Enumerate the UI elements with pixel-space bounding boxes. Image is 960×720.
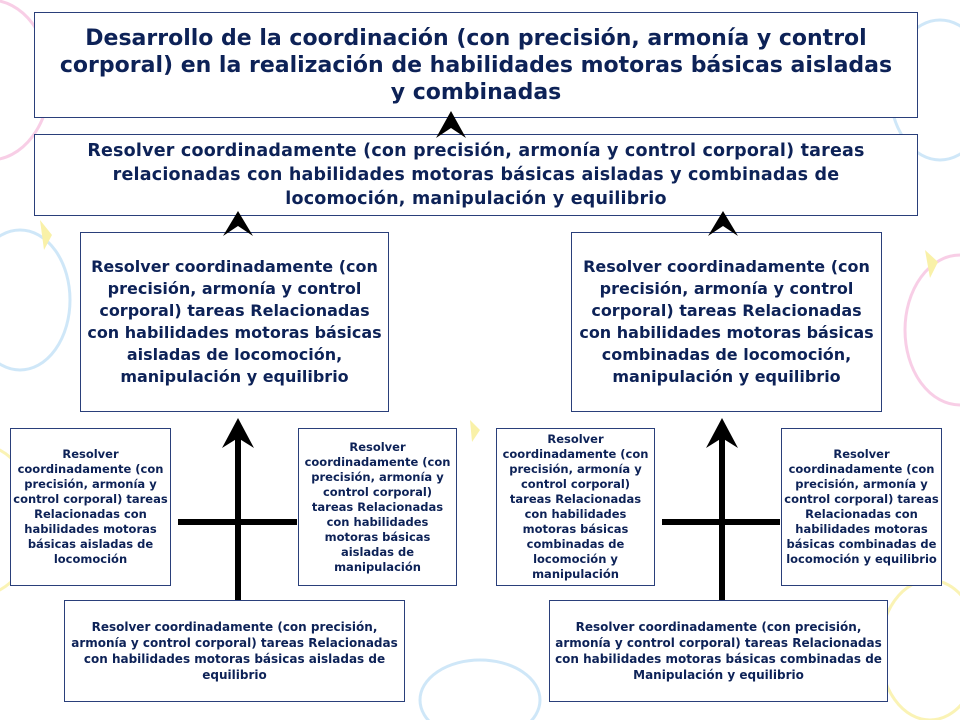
general-task-box	[34, 134, 918, 216]
general-task-text: Resolver coordinadamente (con precisión, armonía y control corporal) tareas relacionadas con habilidades motoras básicas aisladas y combinadas de locomoción, manipulación y equilibrio	[87, 141, 865, 209]
isolated-balance-box	[64, 600, 405, 702]
isolated-locomotion-text: Resolver coordinadamente (con precisión, armonía y control corporal) tareas Relacionadas con habilidades motoras básicas aisladas de locomoción	[13, 447, 168, 566]
combined-manipulation-balance-box	[549, 600, 888, 702]
isolated-manipulation-box	[298, 428, 457, 586]
isolated-skills-text: Resolver coordinadamente (con precisión, armonía y control corporal) tareas Relacionadas con habilidades motoras básicas aisladas de locomoción, manipulación y equilibrio	[87, 257, 382, 386]
isolated-balance-text: Resolver coordinadamente (con precisión, armonía y control corporal) tareas Relacionadas con habilidades motoras básicas aisladas de equilibrio	[71, 620, 398, 682]
isolated-skills-box	[80, 232, 389, 412]
goal-title-text: Desarrollo de la coordinación (con precisión, armonía y control corporal) en la realización de habilidades motoras básicas aisladas y combinadas	[59, 25, 893, 105]
isolated-manipulation-text: Resolver coordinadamente (con precisión, armonía y control corporal) tareas Relacionadas con habilidades motoras básicas aisladas de manipulación	[304, 439, 451, 574]
combined-skills-text: Resolver coordinadamente (con precisión, armonía y control corporal) tareas Relacionadas con habilidades motoras básicas combinadas de locomoción, manipulación y equilibrio	[579, 257, 874, 386]
combined-manipulation-balance-text: Resolver coordinadamente (con precisión, armonía y control corporal) tareas Relacionadas con habilidades motoras básicas combinadas de Manipulación y equilibrio	[555, 620, 882, 682]
combined-locomotion-balance-text: Resolver coordinadamente (con precisión, armonía y control corporal) tareas Relacionadas con habilidades motoras básicas combinadas de locomoción y equilibrio	[784, 447, 939, 566]
isolated-locomotion-box	[10, 428, 171, 586]
combined-locomotion-manipulation-box	[496, 428, 655, 586]
goal-title-box	[34, 12, 918, 118]
combined-locomotion-balance-box	[781, 428, 942, 586]
combined-skills-box	[571, 232, 882, 412]
combined-locomotion-manipulation-text: Resolver coordinadamente (con precisión, armonía y control corporal) tareas Relacionadas con habilidades motoras básicas combinadas de locomoción y manipulación	[502, 432, 649, 581]
